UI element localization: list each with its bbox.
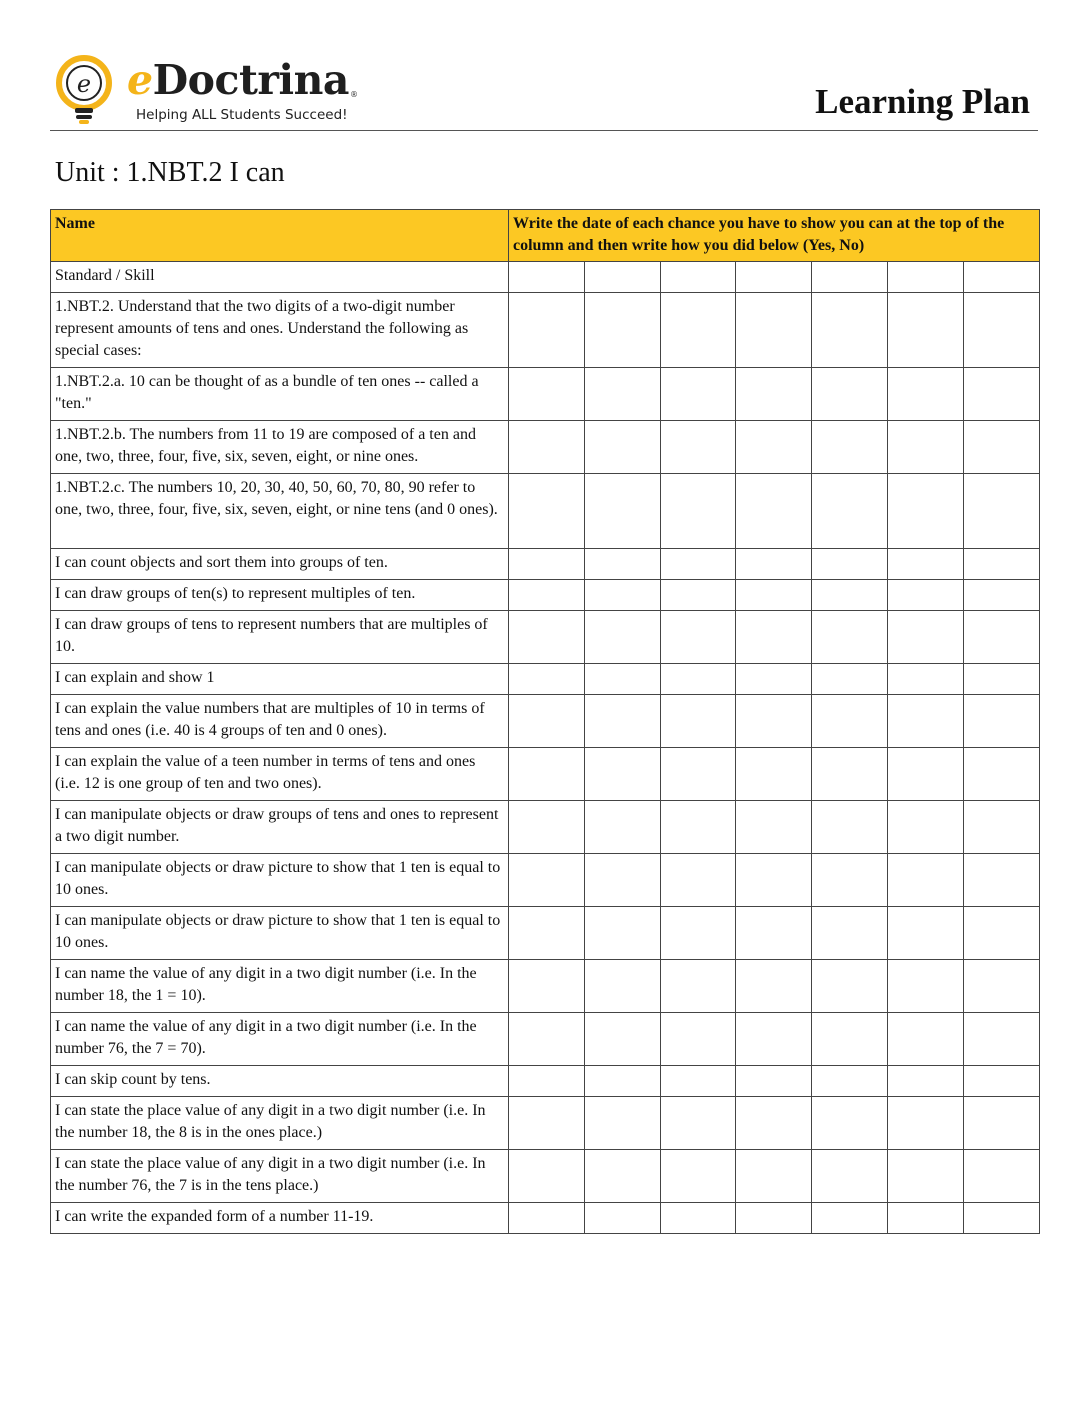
skill-cell: I can name the value of any digit in a two digit number (i.e. In the number 76, the 7 = 70). (51, 1013, 509, 1066)
result-entry-cell[interactable] (812, 748, 888, 801)
result-entry-cell[interactable] (660, 695, 736, 748)
result-entry-cell[interactable] (736, 695, 812, 748)
result-entry-cell[interactable] (736, 854, 812, 907)
table-row (51, 474, 1040, 549)
result-entry-cell[interactable] (736, 960, 812, 1013)
result-entry-cell[interactable] (887, 854, 963, 907)
result-entry-cell[interactable] (660, 1150, 736, 1203)
result-entry-cell[interactable] (887, 549, 963, 580)
result-entry-cell[interactable] (963, 580, 1039, 611)
result-entry-cell[interactable] (887, 664, 963, 695)
result-entry-cell[interactable] (584, 801, 660, 854)
result-entry-cell[interactable] (736, 907, 812, 960)
result-entry-cell[interactable] (887, 1150, 963, 1203)
result-entry-cell[interactable] (660, 748, 736, 801)
skill-cell: I can count objects and sort them into groups of ten. (51, 549, 509, 580)
result-entry-cell[interactable] (812, 549, 888, 580)
table-row (51, 1150, 1040, 1203)
unit-title: Unit : 1.NBT.2 I can (55, 157, 285, 188)
result-entry-cell[interactable] (660, 580, 736, 611)
result-entry-cell[interactable] (509, 1203, 585, 1234)
result-entry-cell[interactable] (584, 748, 660, 801)
result-entry-cell[interactable] (963, 1066, 1039, 1097)
result-entry-cell[interactable] (584, 293, 660, 368)
instructions-header: Write the date of each chance you have to show you can at the top of the column and then write how you did below (Yes, No) (509, 210, 1040, 262)
result-entry-cell[interactable] (963, 801, 1039, 854)
table-row (51, 695, 1040, 748)
result-entry-cell[interactable] (660, 368, 736, 421)
result-entry-cell[interactable] (509, 907, 585, 960)
skill-cell: I can name the value of any digit in a two digit number (i.e. In the number 18, the 1 = 10). (51, 960, 509, 1013)
result-entry-cell[interactable] (887, 1097, 963, 1150)
result-entry-cell[interactable] (812, 368, 888, 421)
result-entry-cell[interactable] (509, 1013, 585, 1066)
result-entry-cell[interactable] (963, 695, 1039, 748)
result-entry-cell[interactable] (887, 1203, 963, 1234)
result-entry-cell[interactable] (963, 611, 1039, 664)
edoctrina-logo (55, 54, 375, 126)
skill-cell: I can explain and show 1 (51, 664, 509, 695)
result-entry-cell[interactable] (584, 611, 660, 664)
brand-name: eDoctrina (127, 56, 349, 104)
result-entry-cell[interactable] (812, 695, 888, 748)
result-entry-cell[interactable] (736, 368, 812, 421)
result-entry-cell[interactable] (736, 1097, 812, 1150)
table-row (51, 960, 1040, 1013)
result-entry-cell[interactable] (584, 1013, 660, 1066)
skill-cell: I can write the expanded form of a number 11-19. (51, 1203, 509, 1234)
skill-cell: I can manipulate objects or draw picture to show that 1 ten is equal to 10 ones. (51, 854, 509, 907)
result-entry-cell[interactable] (887, 368, 963, 421)
result-entry-cell[interactable] (584, 580, 660, 611)
lightbulb-icon (55, 54, 113, 126)
result-entry-cell[interactable] (736, 549, 812, 580)
result-entry-cell[interactable] (887, 1066, 963, 1097)
result-entry-cell[interactable] (660, 293, 736, 368)
learning-plan-table (50, 209, 1040, 1234)
result-entry-cell[interactable] (887, 748, 963, 801)
skill-cell: 1.NBT.2.a. 10 can be thought of as a bundle of ten ones -- called a "ten." (51, 368, 509, 421)
result-entry-cell[interactable] (584, 1066, 660, 1097)
result-entry-cell[interactable] (736, 664, 812, 695)
result-entry-cell[interactable] (509, 293, 585, 368)
result-entry-cell[interactable] (812, 1013, 888, 1066)
result-entry-cell[interactable] (812, 854, 888, 907)
result-entry-cell[interactable] (812, 1097, 888, 1150)
table-row (51, 368, 1040, 421)
result-entry-cell[interactable] (812, 1203, 888, 1234)
result-entry-cell[interactable] (660, 960, 736, 1013)
table-row (51, 580, 1040, 611)
result-entry-cell[interactable] (812, 801, 888, 854)
table-header-row (51, 210, 1040, 262)
result-entry-cell[interactable] (509, 474, 585, 549)
skill-cell: I can explain the value numbers that are multiples of 10 in terms of tens and ones (i.e. 40 is 4 groups of ten and 0 ones). (51, 695, 509, 748)
result-entry-cell[interactable] (736, 293, 812, 368)
result-entry-cell[interactable] (509, 1066, 585, 1097)
result-entry-cell[interactable] (963, 474, 1039, 549)
result-entry-cell[interactable] (963, 854, 1039, 907)
result-entry-cell[interactable] (509, 580, 585, 611)
result-entry-cell[interactable] (736, 1066, 812, 1097)
result-entry-cell[interactable] (509, 549, 585, 580)
result-entry-cell[interactable] (887, 695, 963, 748)
result-entry-cell[interactable] (963, 748, 1039, 801)
standard-skill-label: Standard / Skill (51, 262, 509, 293)
skill-cell: I can manipulate objects or draw groups of tens and ones to represent a two digit number. (51, 801, 509, 854)
result-entry-cell[interactable] (509, 421, 585, 474)
result-entry-cell[interactable] (660, 801, 736, 854)
result-entry-cell[interactable] (887, 580, 963, 611)
result-entry-cell[interactable] (812, 580, 888, 611)
result-entry-cell[interactable] (963, 1203, 1039, 1234)
result-entry-cell[interactable] (584, 1203, 660, 1234)
result-entry-cell[interactable] (509, 854, 585, 907)
result-entry-cell[interactable] (963, 1013, 1039, 1066)
result-entry-cell[interactable] (812, 664, 888, 695)
table-row (51, 1066, 1040, 1097)
result-entry-cell[interactable] (509, 748, 585, 801)
table-row (51, 1097, 1040, 1150)
result-entry-cell[interactable] (509, 611, 585, 664)
skill-cell: I can draw groups of tens to represent numbers that are multiples of 10. (51, 611, 509, 664)
result-entry-cell[interactable] (963, 293, 1039, 368)
page-header (50, 50, 1038, 131)
result-entry-cell[interactable] (887, 421, 963, 474)
skill-cell: I can explain the value of a teen number in terms of tens and ones (i.e. 12 is one group of ten and two ones). (51, 748, 509, 801)
date-entry-cell[interactable] (660, 262, 736, 293)
result-entry-cell[interactable] (509, 1150, 585, 1203)
result-entry-cell[interactable] (660, 611, 736, 664)
result-entry-cell[interactable] (584, 1097, 660, 1150)
result-entry-cell[interactable] (509, 1097, 585, 1150)
result-entry-cell[interactable] (887, 293, 963, 368)
result-entry-cell[interactable] (963, 960, 1039, 1013)
result-entry-cell[interactable] (887, 474, 963, 549)
skill-cell: I can skip count by tens. (51, 1066, 509, 1097)
column-label-row (51, 262, 1040, 293)
result-entry-cell[interactable] (812, 907, 888, 960)
result-entry-cell[interactable] (812, 474, 888, 549)
result-entry-cell[interactable] (660, 1097, 736, 1150)
table-row (51, 748, 1040, 801)
result-entry-cell[interactable] (509, 368, 585, 421)
result-entry-cell[interactable] (584, 695, 660, 748)
result-entry-cell[interactable] (660, 1203, 736, 1234)
table-row (51, 1013, 1040, 1066)
result-entry-cell[interactable] (736, 1150, 812, 1203)
result-entry-cell[interactable] (887, 960, 963, 1013)
result-entry-cell[interactable] (736, 1203, 812, 1234)
result-entry-cell[interactable] (736, 801, 812, 854)
result-entry-cell[interactable] (963, 1097, 1039, 1150)
skill-cell: 1.NBT.2. Understand that the two digits of a two-digit number represent amounts of tens and ones. Understand the following as special cases: (51, 293, 509, 368)
result-entry-cell[interactable] (509, 664, 585, 695)
result-entry-cell[interactable] (887, 801, 963, 854)
result-entry-cell[interactable] (660, 1066, 736, 1097)
result-entry-cell[interactable] (736, 580, 812, 611)
table-row (51, 854, 1040, 907)
result-entry-cell[interactable] (660, 474, 736, 549)
result-entry-cell[interactable] (584, 368, 660, 421)
result-entry-cell[interactable] (660, 907, 736, 960)
result-entry-cell[interactable] (812, 293, 888, 368)
skill-cell: 1.NBT.2.c. The numbers 10, 20, 30, 40, 50, 60, 70, 80, 90 refer to one, two, three, four, five, six, seven, eight, or nine tens (and 0 ones). (51, 474, 509, 549)
date-entry-cell[interactable] (584, 262, 660, 293)
logo-letter: e (76, 70, 92, 98)
skill-cell: I can state the place value of any digit in a two digit number (i.e. In the number 76, the 7 is in the tens place.) (51, 1150, 509, 1203)
result-entry-cell[interactable] (660, 549, 736, 580)
date-entry-cell[interactable] (509, 262, 585, 293)
result-entry-cell[interactable] (736, 611, 812, 664)
result-entry-cell[interactable] (736, 1013, 812, 1066)
table-row (51, 664, 1040, 695)
result-entry-cell[interactable] (736, 748, 812, 801)
result-entry-cell[interactable] (509, 960, 585, 1013)
registered-mark: ® (350, 90, 358, 99)
result-entry-cell[interactable] (584, 664, 660, 695)
date-entry-cell[interactable] (736, 262, 812, 293)
result-entry-cell[interactable] (584, 1150, 660, 1203)
table-row (51, 549, 1040, 580)
result-entry-cell[interactable] (812, 1066, 888, 1097)
table-row (51, 801, 1040, 854)
skill-cell: I can state the place value of any digit in a two digit number (i.e. In the number 18, the 8 is in the ones place.) (51, 1097, 509, 1150)
result-entry-cell[interactable] (812, 960, 888, 1013)
date-entry-cell[interactable] (812, 262, 888, 293)
table-row (51, 1203, 1040, 1234)
result-entry-cell[interactable] (736, 474, 812, 549)
table-row (51, 293, 1040, 368)
table-row (51, 421, 1040, 474)
result-entry-cell[interactable] (963, 421, 1039, 474)
skill-cell: 1.NBT.2.b. The numbers from 11 to 19 are composed of a ten and one, two, three, four, five, six, seven, eight, or nine ones. (51, 421, 509, 474)
result-entry-cell[interactable] (736, 421, 812, 474)
table-row (51, 611, 1040, 664)
result-entry-cell[interactable] (584, 549, 660, 580)
result-entry-cell[interactable] (584, 960, 660, 1013)
result-entry-cell[interactable] (509, 695, 585, 748)
result-entry-cell[interactable] (963, 549, 1039, 580)
name-header[interactable]: Name (51, 210, 509, 262)
result-entry-cell[interactable] (812, 611, 888, 664)
result-entry-cell[interactable] (812, 421, 888, 474)
result-entry-cell[interactable] (887, 907, 963, 960)
date-entry-cell[interactable] (963, 262, 1039, 293)
result-entry-cell[interactable] (963, 1150, 1039, 1203)
result-entry-cell[interactable] (963, 907, 1039, 960)
result-entry-cell[interactable] (660, 664, 736, 695)
result-entry-cell[interactable] (660, 421, 736, 474)
brand-tagline: Helping ALL Students Succeed! (136, 107, 348, 123)
table-row (51, 907, 1040, 960)
result-entry-cell[interactable] (660, 1013, 736, 1066)
date-entry-cell[interactable] (887, 262, 963, 293)
result-entry-cell[interactable] (963, 664, 1039, 695)
result-entry-cell[interactable] (887, 1013, 963, 1066)
result-entry-cell[interactable] (584, 854, 660, 907)
result-entry-cell[interactable] (812, 1150, 888, 1203)
skill-cell: I can draw groups of ten(s) to represent multiples of ten. (51, 580, 509, 611)
result-entry-cell[interactable] (509, 801, 585, 854)
skill-cell: I can manipulate objects or draw picture to show that 1 ten is equal to 10 ones. (51, 907, 509, 960)
result-entry-cell[interactable] (584, 474, 660, 549)
result-entry-cell[interactable] (963, 368, 1039, 421)
result-entry-cell[interactable] (887, 611, 963, 664)
result-entry-cell[interactable] (584, 907, 660, 960)
document-title: Learning Plan (815, 82, 1030, 121)
result-entry-cell[interactable] (660, 854, 736, 907)
result-entry-cell[interactable] (584, 421, 660, 474)
